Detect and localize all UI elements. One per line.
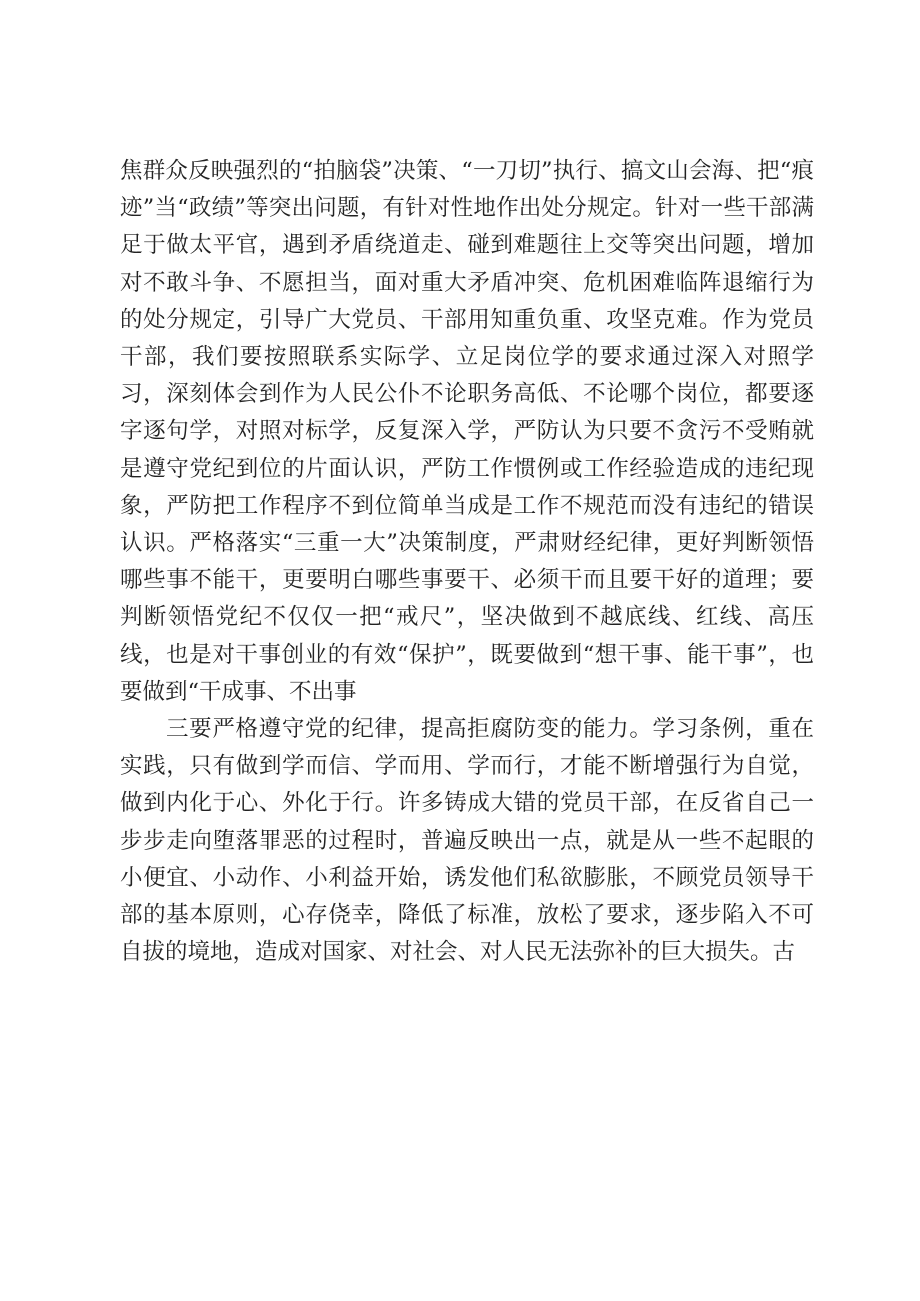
document-body (120, 153, 814, 971)
paragraph-third-requirement: 三要严格遵守党的纪律，提高拒腐防变的能力。学习条例，重在实践，只有做到学而信、学而用、学而行，才能不断增强行为自觉，做到内化于心、外化于行。许多铸成大错的党员干部，在反省自己一步步走向堕落罪恶的过程时，普遍反映出一点，就是从一些不起眼的小便宜、小动作、小利益开始，诱发他们私欲膨胀，不顾党员领导干部的基本原则，心存侥幸，降低了标准，放松了要求，逐步陷入不可自拔的境地，造成对国家、对社会、对人民无法弥补的巨大损失。古 (120, 716, 814, 966)
paragraph-continued: 焦群众反映强烈的“拍脑袋”决策、“一刀切”执行、搞文山会海、把“痕迹”当“政绩”等突出问题，有针对性地作出处分规定。针对一些干部满足于做太平官，遇到矛盾绕道走、碰到难题往上交等突出问题，增加对不敢斗争、不愿担当，面对重大矛盾冲突、危机困难临阵退缩行为的处分规定，引导广大党员、干部用知重负重、攻坚克难。作为党员干部，我们要按照联系实际学、立足岗位学的要求通过深入对照学习，深刻体会到作为人民公仆不论职务高低、不论哪个岗位，都要逐字逐句学，对照对标学，反复深入学，严防认为只要不贪污不受贿就是遵守党纪到位的片面认识，严防工作惯例或工作经验造成的违纪现象，严防把工作程序不到位简单当成是工作不规范而没有违纪的错误认识。严格落实“三重一大”决策制度，严肃财经纪律，更好判断领悟哪些事不能干，更要明白哪些事要干、必须干而且要干好的道理；要判断领悟党纪不仅仅一把“戒尺”，坚决做到不越底线、红线、高压线，也是对干事创业的有效“保护”，既要做到“想干事、能干事”，也要做到“干成事、不出事 (120, 158, 814, 705)
